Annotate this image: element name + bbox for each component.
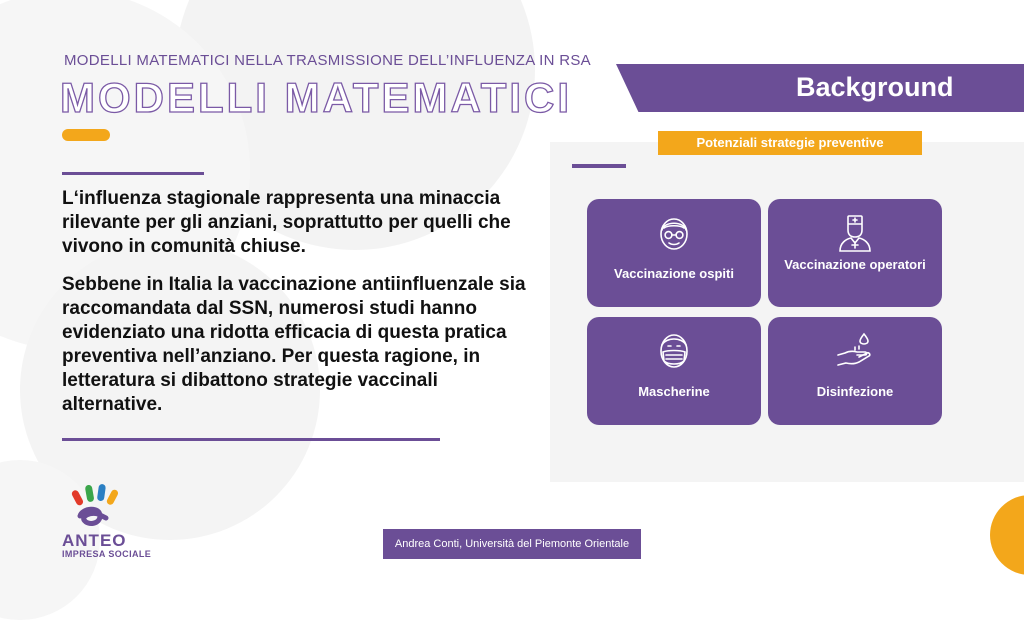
body-paragraph-2: Sebbene in Italia la vaccinazione antiinfluenzale sia raccomandata dal SSN, numerosi studi hanno evidenziato una ridotta efficacia di questa pratica preventiva nell’anziano. Per questa ragione, in letteratura si dibattono strategie vaccinali alternative. bbox=[62, 274, 526, 415]
strategy-card-mascherine bbox=[587, 317, 761, 425]
strategy-label: Disinfezione bbox=[816, 384, 894, 399]
strategy-card-vaccinazione-ospiti bbox=[587, 199, 761, 307]
strategy-card-disinfezione bbox=[768, 317, 942, 425]
elderly-face-icon bbox=[654, 213, 694, 253]
panel-accent-line bbox=[572, 164, 626, 168]
hand-sanitizer-icon bbox=[835, 331, 875, 371]
strategies-panel bbox=[550, 142, 1024, 482]
strategy-label: Vaccinazione operatori bbox=[784, 257, 926, 272]
strategy-label: Vaccinazione ospiti bbox=[614, 266, 734, 281]
slide-subtitle: MODELLI MATEMATICI NELLA TRASMISSIONE DELL’INFLUENZA IN RSA bbox=[64, 52, 591, 69]
divider-bottom bbox=[62, 438, 440, 441]
divider-top bbox=[62, 172, 204, 175]
strategies-tag: Potenziali strategie preventive bbox=[658, 131, 922, 155]
body-paragraph-1: L‘influenza stagionale rappresenta una minaccia rilevante per gli anziani, soprattutto per quelli che vivono in comunità chiuse. bbox=[62, 188, 511, 257]
accent-pill bbox=[62, 129, 110, 141]
strategy-label: Mascherine bbox=[638, 384, 710, 399]
slide-title: MODELLI MATEMATICI bbox=[60, 74, 573, 121]
body-text bbox=[62, 187, 532, 431]
logo-subtitle: IMPRESA SOCIALE bbox=[62, 549, 152, 559]
logo-name: ANTEO bbox=[62, 531, 127, 550]
decorative-circle bbox=[990, 495, 1024, 575]
strategy-card-vaccinazione-operatori bbox=[768, 199, 942, 307]
face-mask-icon bbox=[654, 331, 694, 371]
section-banner-label: Background bbox=[796, 72, 954, 102]
footer-author: Andrea Conti, Università del Piemonte Orientale bbox=[383, 529, 641, 559]
nurse-icon bbox=[835, 213, 875, 253]
